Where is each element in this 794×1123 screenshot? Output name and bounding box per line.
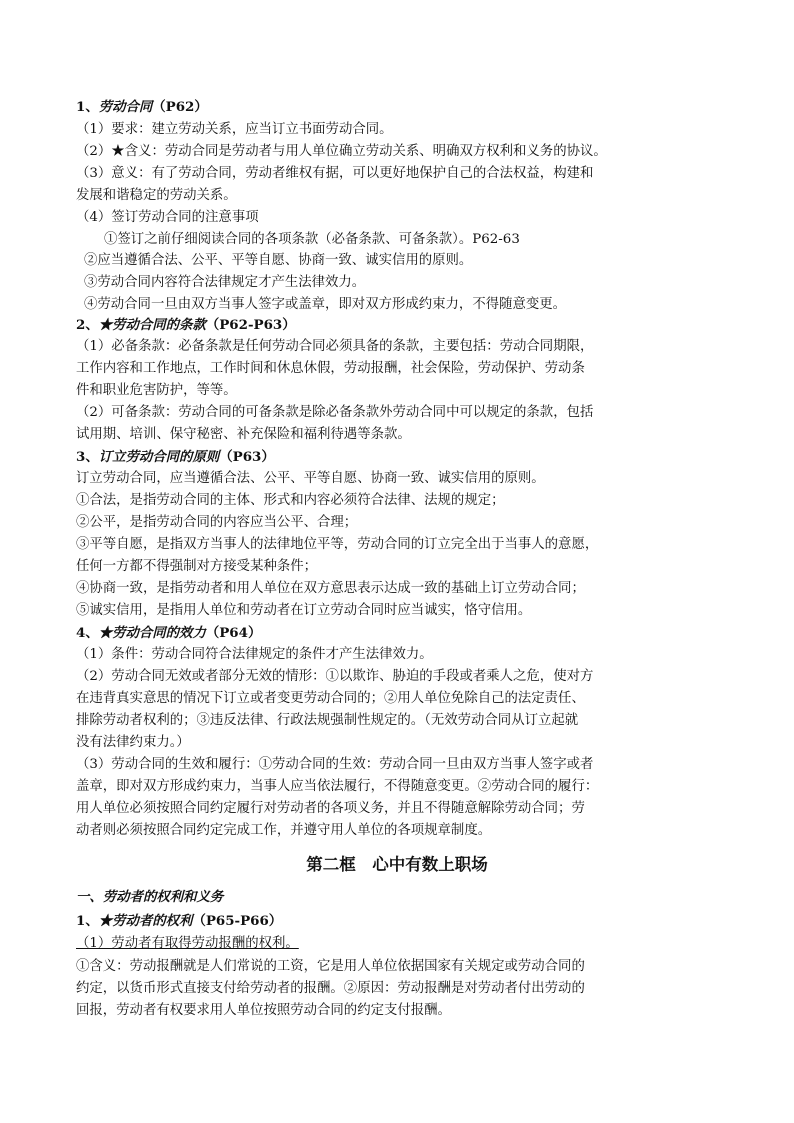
part-heading [76, 886, 223, 909]
paragraph-line: （1）要求：建立劳动关系，应当订立书面劳动合同。 [76, 122, 393, 137]
paragraph-line: 订立劳动合同，应当遵循合法、公平、平等自愿、协商一致、诚实信用的原则。 [76, 471, 545, 486]
paragraph-line: 回报，劳动者有权要求用人单位按照劳动合同的约定支付报酬。 [76, 1003, 451, 1018]
section-heading [76, 910, 282, 933]
section-number: 4、 [76, 625, 99, 641]
list-item: ④劳动合同一旦由双方当事人签字或盖章，即对双方形成约束力，不得随意变更。 [84, 297, 567, 312]
paragraph-line: （2）★含义：劳动合同是劳动者与用人单位确立劳动关系、明确双方权利和义务的协议。 [76, 144, 607, 159]
section-heading [76, 622, 261, 645]
paragraph-line: 工作内容和工作地点，工作时间和休息休假，劳动报酬，社会保险，劳动保护、劳动条 [76, 361, 585, 376]
paragraph-line: （3）劳动合同的生效和履行：①劳动合同的生效：劳动合同一旦由双方当事人签字或者 [76, 757, 594, 772]
section-number: 1、 [76, 913, 99, 929]
list-item: ①签订之前仔细阅读合同的各项条款（必备条款、可备条款）。P62-63 [104, 232, 520, 247]
paragraph-line: 件和职业危害防护，等等。 [76, 383, 237, 398]
paragraph-line: （4）签订劳动合同的注意事项 [76, 210, 259, 225]
section-ref: （P62-P63） [205, 317, 296, 333]
section-number: 2、 [76, 317, 99, 333]
section-number: 3、 [76, 449, 99, 465]
underlined-subheading: （1）劳动者有取得劳动报酬的权利。 [76, 936, 299, 951]
paragraph-line: 动者则必须按照合同约定完成工作，并遵守用人单位的各项规章制度。 [76, 823, 492, 838]
section-title: ★劳动合同的效力 [98, 625, 206, 641]
paragraph-line: （2）劳动合同无效或者部分无效的情形：①以欺诈、胁迫的手段或者乘人之危，使对方 [76, 669, 594, 684]
list-item: ③平等自愿，是指双方当事人的法律地位平等，劳动合同的订立完全出于当事人的意愿， [76, 537, 599, 552]
paragraph-line: 试用期、培训、保守秘密、补充保险和福利待遇等条款。 [76, 427, 411, 442]
paragraph-line: 盖章，即对双方形成约束力，当事人应当依法履行，不得随意变更。②劳动合同的履行： [76, 779, 599, 794]
paragraph-line: 没有法律约束力。） [76, 735, 190, 750]
section-ref: （P62） [152, 99, 208, 115]
list-item: ①合法，是指劳动合同的主体、形式和内容必须符合法律、法规的规定； [76, 493, 505, 508]
list-item: ②公平，是指劳动合同的内容应当公平、合理； [76, 515, 358, 530]
section-title: ★劳动合同的条款 [98, 317, 206, 333]
section-title: ★劳动者的权利 [98, 913, 193, 929]
section-heading [76, 96, 208, 119]
section-ref: （P63） [219, 449, 275, 465]
list-item: ③劳动合同内容符合法律规定才产生法律效力。 [84, 275, 366, 290]
list-item: ⑤诚实信用，是指用人单位和劳动者在订立劳动合同时应当诚实，恪守信用。 [76, 603, 532, 618]
section-title: 订立劳动合同的原则 [98, 449, 220, 465]
section-heading [76, 446, 275, 469]
paragraph-line: 用人单位必须按照合同约定履行对劳动者的各项义务，并且不得随意解除劳动合同；劳 [76, 801, 585, 816]
paragraph-line: 排除劳动者权利的；③违反法律、行政法规强制性规定的。（无效劳动合同从订立起就 [76, 713, 579, 728]
paragraph-line: 约定，以货币形式直接支付给劳动者的报酬。②原因：劳动报酬是对劳动者付出劳动的 [76, 981, 585, 996]
paragraph-line: （2）可备条款：劳动合同的可备条款是除必备条款外劳动合同中可以规定的条款，包括 [76, 405, 594, 420]
section-ref: （P65-P66） [192, 913, 283, 929]
paragraph-line: 在违背真实意思的情况下订立或者变更劳动合同的；②用人单位免除自己的法定责任、 [76, 691, 585, 706]
paragraph-line: （1）必备条款：必备条款是任何劳动合同必须具备的条款，主要包括：劳动合同期限， [76, 339, 594, 354]
part-title: 一、劳动者的权利和义务 [76, 889, 224, 905]
section-heading [76, 314, 296, 337]
paragraph-line: （3）意义：有了劳动合同，劳动者维权有据，可以更好地保护自己的合法权益，构建和 [76, 166, 594, 181]
list-item: ②应当遵循合法、公平、平等自愿、协商一致、诚实信用的原则。 [84, 253, 473, 268]
paragraph-line: 发展和谐稳定的劳动关系。 [76, 188, 237, 203]
section-number: 1、 [76, 99, 99, 115]
paragraph-line: ①含义：劳动报酬就是人们常说的工资，它是用人单位依据国家有关规定或劳动合同的 [76, 959, 585, 974]
section-ref: （P64） [205, 625, 262, 641]
section-title: 劳动合同 [98, 99, 153, 115]
paragraph-line: 任何一方都不得强制对方接受某种条件； [76, 559, 318, 574]
chapter-title: 第二框 心中有数上职场 [306, 855, 488, 874]
paragraph-line: （1）条件：劳动合同符合法律规定的条件才产生法律效力。 [76, 647, 433, 662]
list-item: ④协商一致，是指劳动者和用人单位在双方意思表示达成一致的基础上订立劳动合同； [76, 581, 585, 596]
